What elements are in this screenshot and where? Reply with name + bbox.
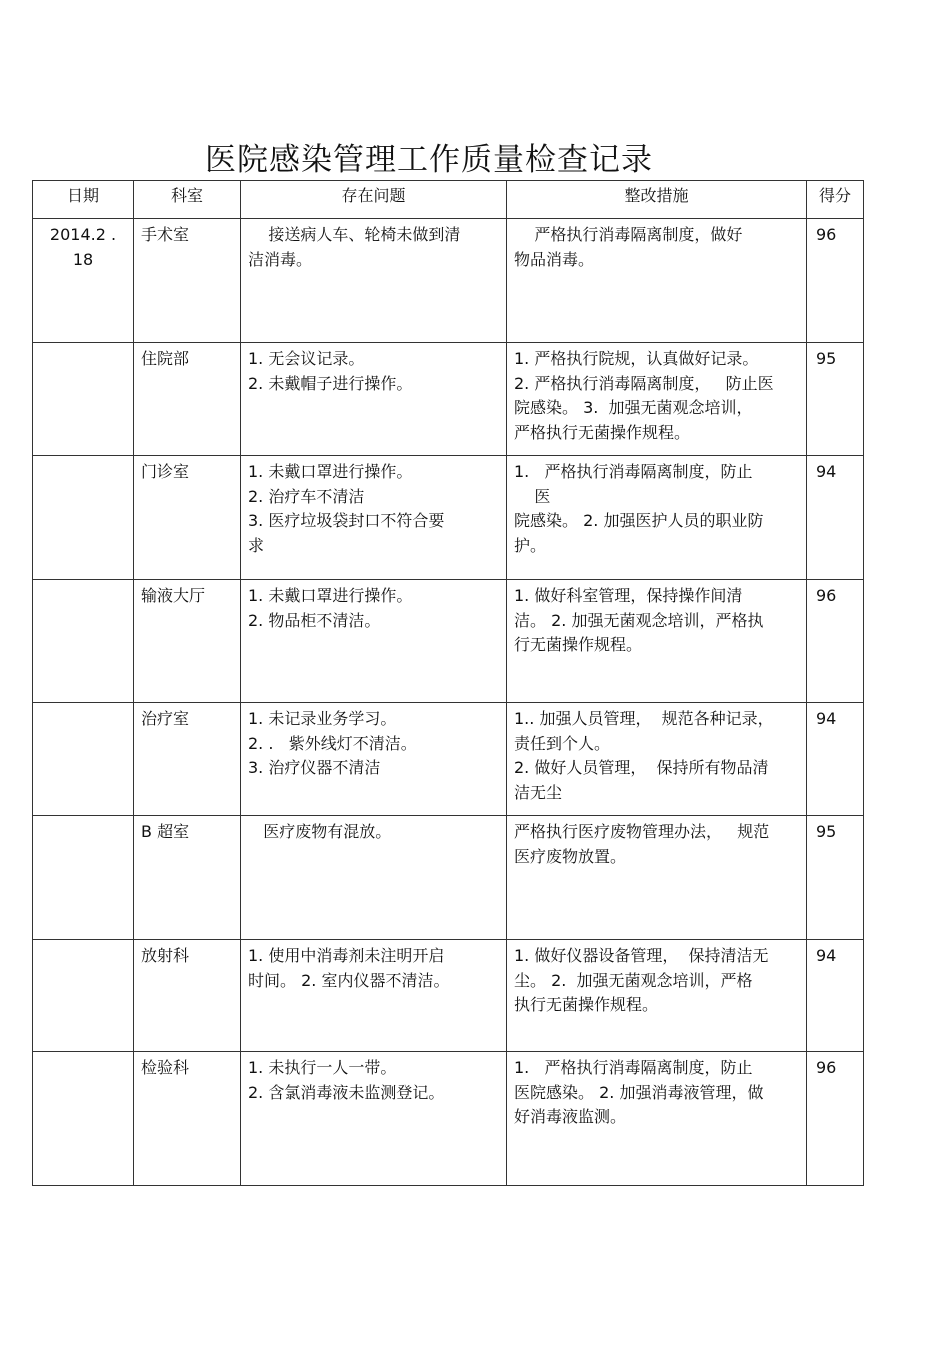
department-cell (134, 940, 241, 1052)
score-cell (807, 703, 864, 816)
header-date: 日期 (33, 181, 134, 219)
measures-line: 1. 严格执行消毒隔离制度，防止 (514, 462, 753, 481)
measures-line: 好消毒液监测。 (514, 1107, 627, 1126)
table-row (33, 816, 864, 940)
score-text: 96 (816, 1058, 837, 1077)
score-text: 96 (816, 225, 837, 244)
dept-text: 输液大厅 (141, 586, 206, 605)
measures-line: 洁无尘 (514, 782, 563, 802)
issues-line: 2. . 紫外线灯不清洁。 (248, 733, 417, 753)
issues-line: 2. 物品柜不清洁。 (248, 610, 381, 630)
measures-cell (507, 940, 807, 1052)
dept-text: 住院部 (141, 349, 190, 368)
issues-cell (241, 343, 507, 456)
score-text: 94 (816, 709, 837, 728)
issues-cell (241, 940, 507, 1052)
score-cell (807, 343, 864, 456)
date-line: 18 (72, 249, 94, 269)
issues-line: 1. 未戴口罩进行操作。 (248, 586, 413, 605)
measures-line: 行无菌操作规程。 (514, 635, 643, 654)
issues-cell (241, 816, 507, 940)
score-cell (807, 816, 864, 940)
department-cell (134, 816, 241, 940)
department-cell (134, 219, 241, 343)
measures-line: 1. 严格执行消毒隔离制度，防止 (514, 1058, 753, 1077)
measures-line: 医 (514, 486, 551, 506)
table-row (33, 219, 864, 343)
measures-line: 1.. 加强人员管理， 规范各种记录， (514, 709, 774, 728)
measures-cell (507, 456, 807, 580)
date-cell (33, 816, 134, 940)
table-body (33, 219, 864, 1186)
score-cell (807, 940, 864, 1052)
table-row (33, 343, 864, 456)
issues-line: 2. 含氯消毒液未监测登记。 (248, 1082, 445, 1102)
measures-line: 洁。 2. 加强无菌观念培训，严格执 (514, 610, 764, 630)
table-row (33, 1052, 864, 1186)
table-row (33, 580, 864, 703)
issues-line: 2. 未戴帽子进行操作。 (248, 373, 413, 393)
department-cell (134, 343, 241, 456)
issues-cell (241, 456, 507, 580)
issues-line: 2. 治疗车不清洁 (248, 486, 365, 506)
page-title: 医院感染管理工作质量检查记录 (205, 142, 653, 178)
dept-text: 放射科 (141, 946, 190, 965)
issues-line: 接送病人车、轮椅未做到清 (248, 225, 461, 244)
measures-line: 2. 严格执行消毒隔离制度， 防止医 (514, 373, 774, 393)
table-row (33, 456, 864, 580)
measures-line: 严格执行消毒隔离制度，做好 (514, 225, 743, 244)
date-cell (33, 580, 134, 703)
date-cell (33, 219, 134, 343)
measures-line: 1. 做好科室管理，保持操作间清 (514, 586, 743, 605)
date-cell (33, 456, 134, 580)
measures-cell (507, 703, 807, 816)
measures-line: 执行无菌操作规程。 (514, 995, 659, 1014)
department-cell (134, 1052, 241, 1186)
dept-text: 检验科 (141, 1058, 190, 1077)
header-department: 科室 (134, 181, 241, 219)
inspection-record-table (32, 180, 864, 1186)
issues-line: 1. 未执行一人一带。 (248, 1058, 397, 1077)
measures-line: 1. 做好仪器设备管理， 保持清洁无 (514, 946, 769, 965)
measures-line: 院感染。 3. 加强无菌观念培训， (514, 398, 753, 417)
issues-cell (241, 580, 507, 703)
measures-cell (507, 580, 807, 703)
measures-line: 尘。 2. 加强无菌观念培训，严格 (514, 970, 753, 990)
header-measures: 整改措施 (507, 181, 807, 219)
issues-line: 1. 未记录业务学习。 (248, 709, 397, 728)
measures-line: 责任到个人。 (514, 733, 611, 753)
score-text: 94 (816, 462, 837, 481)
department-cell (134, 580, 241, 703)
measures-cell (507, 1052, 807, 1186)
table-header-row (33, 181, 864, 219)
date-cell (33, 343, 134, 456)
score-cell (807, 1052, 864, 1186)
measures-line: 严格执行无菌操作规程。 (514, 422, 691, 442)
measures-line: 物品消毒。 (514, 249, 595, 269)
issues-line: 时间。 2. 室内仪器不清洁。 (248, 970, 450, 990)
score-text: 95 (816, 349, 837, 368)
dept-text: B 超室 (141, 822, 190, 841)
score-cell (807, 219, 864, 343)
date-cell (33, 940, 134, 1052)
date-cell (33, 703, 134, 816)
issues-line: 求 (248, 535, 265, 555)
measures-line: 1. 严格执行院规，认真做好记录。 (514, 349, 759, 368)
issues-cell (241, 703, 507, 816)
table-row (33, 703, 864, 816)
score-text: 94 (816, 946, 837, 965)
measures-cell (507, 816, 807, 940)
dept-text: 治疗室 (141, 709, 190, 728)
date-cell (33, 1052, 134, 1186)
issues-cell (241, 1052, 507, 1186)
measures-cell (507, 343, 807, 456)
issues-line: 1. 使用中消毒剂未注明开启 (248, 946, 445, 965)
dept-text: 手术室 (141, 225, 190, 244)
department-cell (134, 703, 241, 816)
measures-line: 院感染。 2. 加强医护人员的职业防 (514, 511, 764, 530)
measures-line: 医疗废物放置。 (514, 846, 627, 866)
measures-line: 严格执行医疗废物管理办法， 规范 (514, 822, 770, 841)
issues-cell (241, 219, 507, 343)
score-text: 96 (816, 586, 837, 605)
table-row (33, 940, 864, 1052)
header-score: 得分 (807, 181, 864, 219)
score-text: 95 (816, 822, 837, 841)
issues-line: 洁消毒。 (248, 249, 313, 269)
department-cell (134, 456, 241, 580)
header-issues: 存在问题 (241, 181, 507, 219)
issues-line: 医疗废物有混放。 (248, 822, 392, 841)
issues-line: 3. 治疗仪器不清洁 (248, 758, 381, 777)
issues-line: 1. 未戴口罩进行操作。 (248, 462, 413, 481)
measures-line: 医院感染。 2. 加强消毒液管理，做 (514, 1082, 764, 1102)
score-cell (807, 580, 864, 703)
score-cell (807, 456, 864, 580)
dept-text: 门诊室 (141, 462, 190, 481)
date-line: 2014.2 . (49, 225, 117, 244)
measures-line: 护。 (514, 535, 547, 555)
issues-line: 1. 无会议记录。 (248, 349, 365, 368)
measures-cell (507, 219, 807, 343)
issues-line: 3. 医疗垃圾袋封口不符合要 (248, 511, 445, 530)
measures-line: 2. 做好人员管理， 保持所有物品清 (514, 758, 769, 777)
